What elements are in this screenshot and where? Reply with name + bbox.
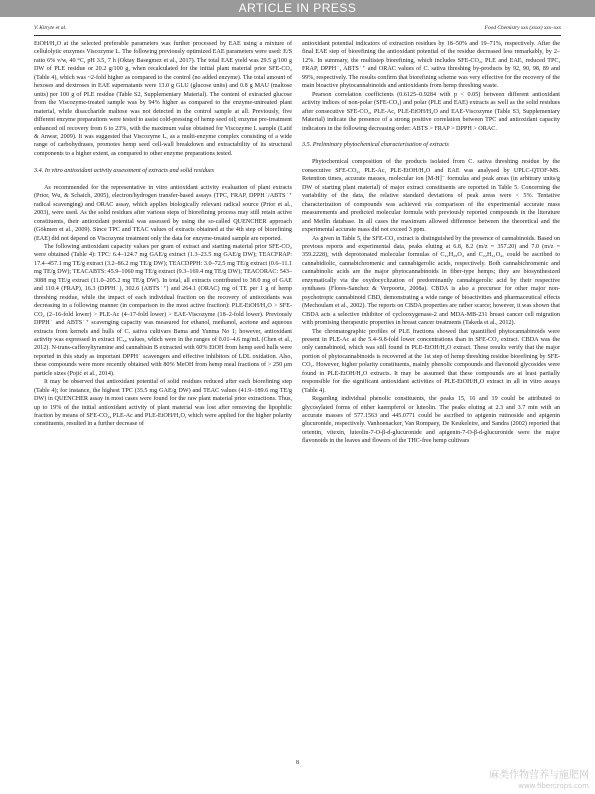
paragraph: Regarding individual phenolic constituents, the peaks 15, 16 and 19 could be attributed to glycosylated forms of either kaempferol or luteolin. The peaks eluting at 2.3 and 3.7 min with an accurate masses of 577.1563 and 445.0771 could be ascribed to apigenin rutinoside and apigenin glucuronide, respectively. Vanhoenacker, Van Rompaey, De Keukeleire, and Sandra (2002) reported that orientin, vitexin, luteolin-7-O-β-d-glucuronide and apigenin-7-O-β-d-glucuronide were the major flavonoids in the leaves and flowers of the THC-free hemp cultivars xyxy=(302,396,560,445)
paragraph: antioxidant potential indicators of extraction residues by 18–50% and 19–71%, respectively. After the final EAE step of biorefining the antioxidant potential of the residue decreased less remarkably, by 2–12%. In summary, the multistep biorefining, which includes SFE-CO₂, PLE and EAE, reduced TPC, FRAP, DPPH˙, ABTS˙⁺ and ORAC values of C. sativa threshing by-products by 92, 90, 98, 89 and 99%, respectively. The results confirm that biorefining scheme was very effective for the recovery of the main bioactive phytocannabinoids and antioxidants from hemp threshing waste. xyxy=(302,41,560,90)
paragraph: Pearson correlation coefficients (0.6125–0.9284 with p < 0.05) between different antioxidant activity indices of non-polar (SFE-CO₂) and polar (PLE and EAE) extracts as well as the solid residues after consecutive SFE-CO₂, PLE-Ac, PLE-EtOH/H₂O and EAE-Viscozyme (Table S3, Supplementary Material) indicate the presence of a strong positive correlation between TPC and antioxidant capacity indicators in the following decreasing order: ABTS > FRAP > DPPH > ORAC. xyxy=(302,91,560,132)
paragraph: Phytochemical composition of the products isolated from C. sativa threshing residue by the consecutive SFE-CO₂, PLE-Ac, PLE-EtOH/H₂O and EAE was analysed by UPLC-QTOF-MS. Retention times, accurate masses, molecular ion [M-H]⁻ formulas and peak areas (in arbitrary units/g DW of starting plant material) of major extract constituents are reported in Table 5. Concerning the variability of the data, the relative standard deviations of peak areas were < 5%. Tentative characterization of compounds was achieved via comparison of the experimental accurate mass measurements and predicted molecular formula with previously reported compounds in the literature and Metlin database. In all cases the maximum allowed difference between the theoretical and the experimental accurate mass did not exceed 3 ppm. xyxy=(302,159,560,234)
right-column xyxy=(302,40,560,446)
page-number: 8 xyxy=(296,760,299,766)
running-head xyxy=(34,22,561,34)
paragraph: It may be observed that antioxidant potential of solid residues reduced after each biorefining step (Table 4); for instance, the highest TPC (35.5 mg GAE/g DW) and TEAC values (41.9–189.6 mg TE/g DW) in QUENCHER assay in most cases were found for the raw plant material prior extractions. Thus, up to 19% of the initial antioxidant activity of plant material was lost after removing the lipophilic fraction by means of SFE-CO₂, PLE-Ac and PLE-EtOH/H₂O, which were applied for the higher polarity constituents, resulted in a further decrease of xyxy=(34,379,292,428)
paragraph: The chromatographic profiles of PLE fractions showed that quantified phytocannabinoids were present in PLE-Ac at the 5.4–9.8-fold lower concentrations than in SFE-CO₂ extract. CBDA was the only cannabinoid, which was still found in PLE-EtOH/H₂O extract. These results verify that the major portion of phytocannabinoids is recovered at the 1st step of hemp threshing residue biorefining by SFE-CO₂. However, higher polarity constituents, mainly phenolic compounds and flavonoid glycosides were found in PLE-EtOH/H₂O extracts. It may be assumed that these compounds are at least partially responsible for the significant antioxidant activities of PLE-EtOH/H₂O extract in all in vitro assays (Table 4). xyxy=(302,328,560,394)
section-heading-3-4: 3.4. In vitro antioxidant activity assessment of extracts and solid residues xyxy=(34,167,214,174)
paragraph: EtOH/H₂O at the selected preferable parameters was further processed by EAE using a mixture of cellulolytic enzymes Viscozyme L. The following previously optimized EAE parameters were used: E/S ratio 6% v/w, 40 °C, pH 3.5, 7 h (Oktay Basegmez et al., 2017). The total EAE yield was 29.5 g/100 g DW of PLE residue or 20.2 g/100 g, when recalculated for the initial plant material prior SFE-CO₂ (Table 4), which was ~2-fold higher as compared to the control (no added enzyme). The total amount of hexoses and dextroses in EAE supernatants were 13.0 g GLU (glucose units) and 0.8 g MAU (maltose units) per 100 g of PLE residue (Table S2, Supplementary Material). The content of extracted glucose from the Viscozyme-treated sample was by 94% higher as compared to the enzyme-untreated plant material, while disaccharide maltose was not detected in the control sample at all. Previously, five different enzyme preparations were tested to assist cold-pressing of hemp seed oil; enzyme pre-treatment enhanced oil recovery from 6 to 23%, with the maximum value obtained for Viscozyme L sample (Latif & Anwar, 2009). It was suggested that Viscozyme L, as a multi-enzyme complex consisting of a wide range of carbohydrases, promotes hemp seed cell-wall breakdown and extractability of its structural components to a higher extent, as compared to other enzyme preparations tested. xyxy=(34,41,292,157)
paragraph: As given in Table 5, the SFE-CO₂ extract is distinguished by the presence of cannabinoids. Based on previous reports and experimental data, peaks eluting at 6.8, 8.2 (m/z = 357.20) and 7.0 (m/z = 359.2228), with deprotonated molecular formulas of C₂₂H₂₉O₄ and C₂₂H₃₁O₄, could be ascribed to cannabidiolic, cannabichromenic and cannabigerolic acids, respectively. Both cannabichromenic and cannabinolic acids are the major phytocannabinoids in fiber-type hemps; they are biosynthesized enzymatically via the oxydocyclization of predominantly cannabigerolic acid by their respective synthases (Flores-Sanchez & Verpoorte, 2008a). CBDA is also a precursor for other major non-psychotropic cannabinoid CBD, demonstrating a wide range of bioactivities and pharmaceutical effects (Mechoulam et al., 2002). The reports on CBDA properties are rather scarce; however, it was shown that CBDA acts a selective inhibitor of cyclooxygenase-2 and MDA-MB-231 breast cancer cell migration with promising therapeutic properties in breast cancer treatments (Takeda et al., 2012). xyxy=(302,235,560,327)
article-in-press-banner: ARTICLE IN PRESS xyxy=(0,0,595,17)
watermark-url: www.fibercrops.com xyxy=(518,782,589,790)
left-column xyxy=(34,40,292,429)
site-watermark xyxy=(489,770,589,792)
paragraph: As recommended for the representative in vitro antioxidant activity evaluation of plant extracts (Prior, Wu, & Schaich, 2005), electron/hydrogen transfer-based assays (TPC, FRAP, DPPH˙/ABTS˙⁺ radical scavenging) and ORAC assay, which applies biologically relevant radical source (Prior et al., 2003), were used. As the solid residues after various steps of biorefining process may still retain active constituents, their antioxidant potential was assessed by using the so-called QUENCHER approach (Gökmen et al., 2009). Since TPC and TEAC values of extracts obtained at the 4th step of biorefining (EAE) did not depend on Viscozyme treatment only the data for enzyme-treated sample are reported. xyxy=(34,184,292,242)
running-head-authors: V. Kitryte et al. xyxy=(34,25,67,31)
watermark-main-text: 麻类作物营养与施肥网 xyxy=(489,770,589,781)
running-head-journal: Food Chemistry xxx (xxxx) xxx–xxx xyxy=(484,25,561,31)
header-rule xyxy=(34,35,561,36)
paragraph: The following antioxidant capacity values per gram of extract and starting material prior SFE-CO₂ were obtained (Table 4): TPC: 6.4–124.7 mg GAE/g extract (1.3–23.5 mg GAE/g DW); TEACFRAP: 17.4–457.1 mg TE/g extract (3.2–86.2 mg TE/g DW); TEACDPPH: 3.0–72.5 mg TE/g extract (0.6–11.1 mg TE/g DW); TEACABTS: 45.9–1060 mg TE/g extract (9.3–169.4 mg TE/g DW); TEACORAC: 543–3088 mg TE/g extract (11.0–205.2 mg TE/g DW). In total, all extracts contributed to 38.0 mg of GAE and 110.4 (FRAP), 16.3 (DPPH˙), 302.6 (ABTS˙⁺) and 264.1 (ORAC) mg of TE per 1 g of hemp threshing residue, while the impact of each individual fraction on the recovery of antioxidants was decreasing in a following manner (in comparison to the most active fraction): PLE-EtOH/H₂O > SFE-CO₂ (2–16-fold lower) > PLE-Ac (4–17-fold lower) > EAE-Viscozyme (18–2-fold lower). Previously DPPH˙ and ABTS˙⁺ scavenging capacity was measured for ethanol, methanol, acetone and aqueous extracts from kernels and hulls of C. sativa cultivars Bama and Yunma No 1; however, antioxidant activity was expressed in extract IC₅₀ values, which were in the ranges of 0.01–4.6 mg/mL (Chen et al., 2012). N-trans-caffeoyltyramine and cannabisin B extracted with 60% EtOH from hemp seed hulls were reported in this study as important DPPH˙ scavengers and effective inhibitors of LDL oxidation. Also, these compounds were more recently obtained with 80% MeOH from hemp meal fractions of > 250 μm particle sizes (Pojić et al., 2014). xyxy=(34,243,292,377)
section-heading-3-5: 3.5. Preliminary phytochemical characterisation of extracts xyxy=(302,142,449,149)
